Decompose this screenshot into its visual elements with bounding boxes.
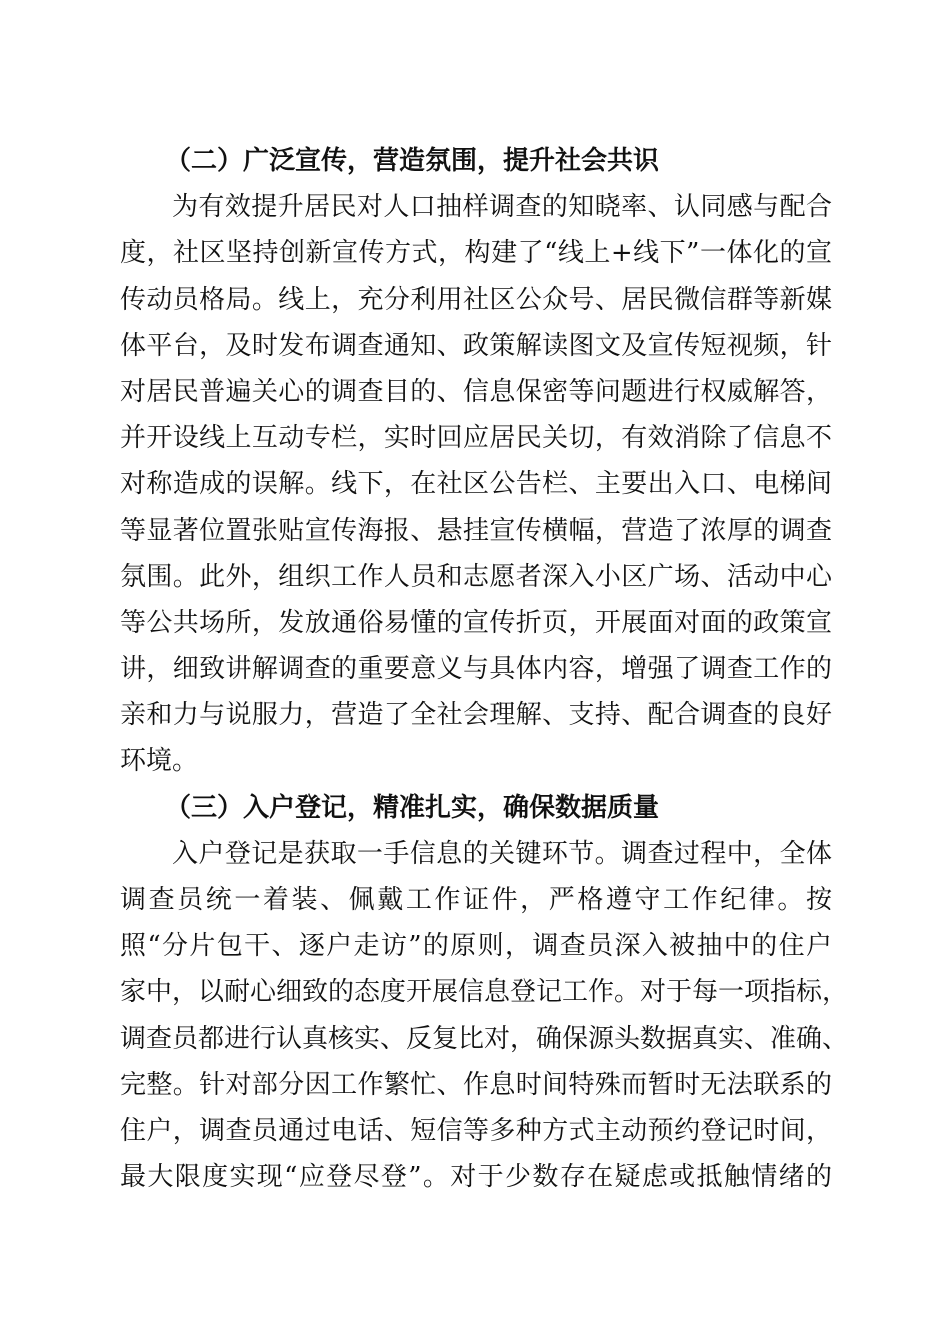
paragraph-line: 对居民普遍关心的调查目的、信息保密等问题进行权威解答， — [120, 376, 832, 407]
paragraph-line: 为有效提升居民对人口抽样调查的知晓率、认同感与配合 — [172, 192, 832, 223]
document-page — [120, 138, 849, 1200]
paragraph-line: 调查员统一着装、佩戴工作证件，严格遵守工作纪律。按 — [120, 885, 832, 915]
paragraph-line: 并开设线上互动专栏，实时回应居民关切，有效消除了信息不 — [120, 423, 832, 454]
paragraph-line: 度，社区坚持创新宣传方式，构建了“线上+线下”一体化的宣 — [120, 238, 832, 269]
paragraph-line: 调查员都进行认真核实、反复比对，确保源头数据真实、准确、 — [120, 1023, 849, 1054]
paragraph-line: 等显著位置张贴宣传海报、悬挂宣传横幅，营造了浓厚的调查 — [120, 515, 832, 546]
paragraph-line: 照“分片包干、逐户走访”的原则，调查员深入被抽中的住户 — [120, 931, 832, 962]
paragraph-line: 氛围。此外，组织工作人员和志愿者深入小区广场、活动中心 — [120, 561, 832, 592]
paragraph-line: 对称造成的误解。线下，在社区公告栏、主要出入口、电梯间 — [120, 469, 832, 500]
paragraph-line: 住户，调查员通过电话、短信等多种方式主动预约登记时间， — [120, 1115, 832, 1146]
paragraph-line: 最大限度实现“应登尽登”。对于少数存在疑虑或抵触情绪的 — [120, 1162, 832, 1193]
paragraph-line: 讲，细致讲解调查的重要意义与具体内容，增强了调查工作的 — [120, 654, 832, 685]
paragraph-line: 完整。针对部分因工作繁忙、作息时间特殊而暂时无法联系的 — [120, 1069, 832, 1100]
paragraph-line: 入户登记是获取一手信息的关键环节。调查过程中，全体 — [172, 838, 832, 869]
paragraph-line: 家中，以耐心细致的态度开展信息登记工作。对于每一项指标， — [120, 977, 849, 1008]
paragraph-line: 传动员格局。线上，充分利用社区公众号、居民微信群等新媒 — [120, 284, 832, 315]
section-heading: （三）入户登记，精准扎实，确保数据质量 — [165, 792, 660, 823]
paragraph-line: 等公共场所，发放通俗易懂的宣传折页，开展面对面的政策宣 — [120, 607, 832, 638]
paragraph-line: 环境。 — [120, 746, 199, 777]
paragraph-line: 体平台，及时发布调查通知、政策解读图文及宣传短视频，针 — [120, 330, 832, 361]
paragraph-line: 亲和力与说服力，营造了全社会理解、支持、配合调查的良好 — [120, 700, 832, 731]
section-heading: （二）广泛宣传，营造氛围，提升社会共识 — [165, 146, 660, 176]
